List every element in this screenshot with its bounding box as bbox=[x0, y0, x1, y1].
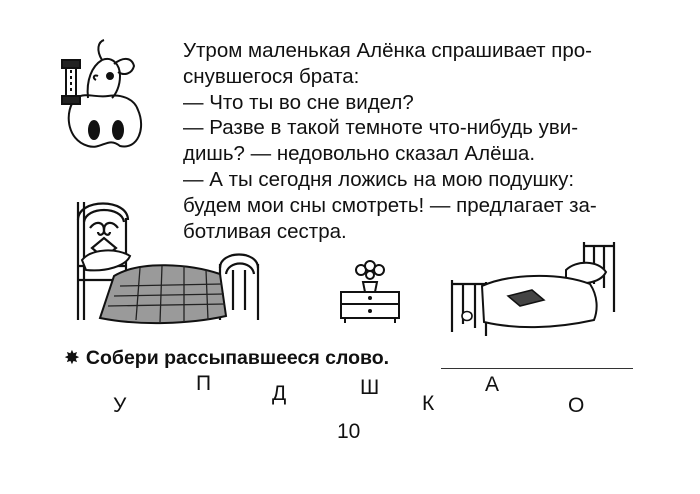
story-line: — Разве в такой темноте что-нибудь уви- bbox=[183, 116, 579, 140]
scattered-letter: П bbox=[196, 372, 212, 395]
star-bullet-icon: ✸ bbox=[64, 348, 80, 369]
bed-with-quilt-illustration bbox=[70, 190, 270, 330]
page-number: 10 bbox=[337, 420, 361, 443]
scattered-letter: У bbox=[113, 394, 127, 417]
cow-mascot-illustration bbox=[58, 36, 148, 156]
scattered-letter: А bbox=[485, 373, 500, 396]
nightstand-with-flowers-illustration bbox=[335, 258, 405, 324]
scattered-letter: Ш bbox=[360, 376, 380, 399]
scattered-letter: К bbox=[422, 392, 435, 415]
story-line: — Что ты во сне видел? bbox=[183, 90, 414, 114]
scattered-letter: О bbox=[568, 394, 585, 417]
story-line: ботливая сестра. bbox=[183, 219, 347, 243]
task-instruction bbox=[64, 347, 389, 370]
story-line: — А ты сегодня ложись на мою подушку: bbox=[183, 167, 575, 191]
answer-line bbox=[441, 368, 633, 369]
scattered-letter: Д bbox=[272, 382, 287, 405]
story-line: дишь? — недовольно сказал Алёша. bbox=[183, 142, 536, 166]
story-line: снувшегося брата: bbox=[183, 64, 360, 88]
task-text: Собери рассыпавшееся слово. bbox=[85, 347, 390, 369]
story-line: Утром маленькая Алёнка спрашивает про- bbox=[183, 39, 592, 62]
story-line: будем мои сны смотреть! — предлагает за- bbox=[183, 193, 597, 217]
bed-with-pillow-illustration bbox=[448, 236, 624, 336]
